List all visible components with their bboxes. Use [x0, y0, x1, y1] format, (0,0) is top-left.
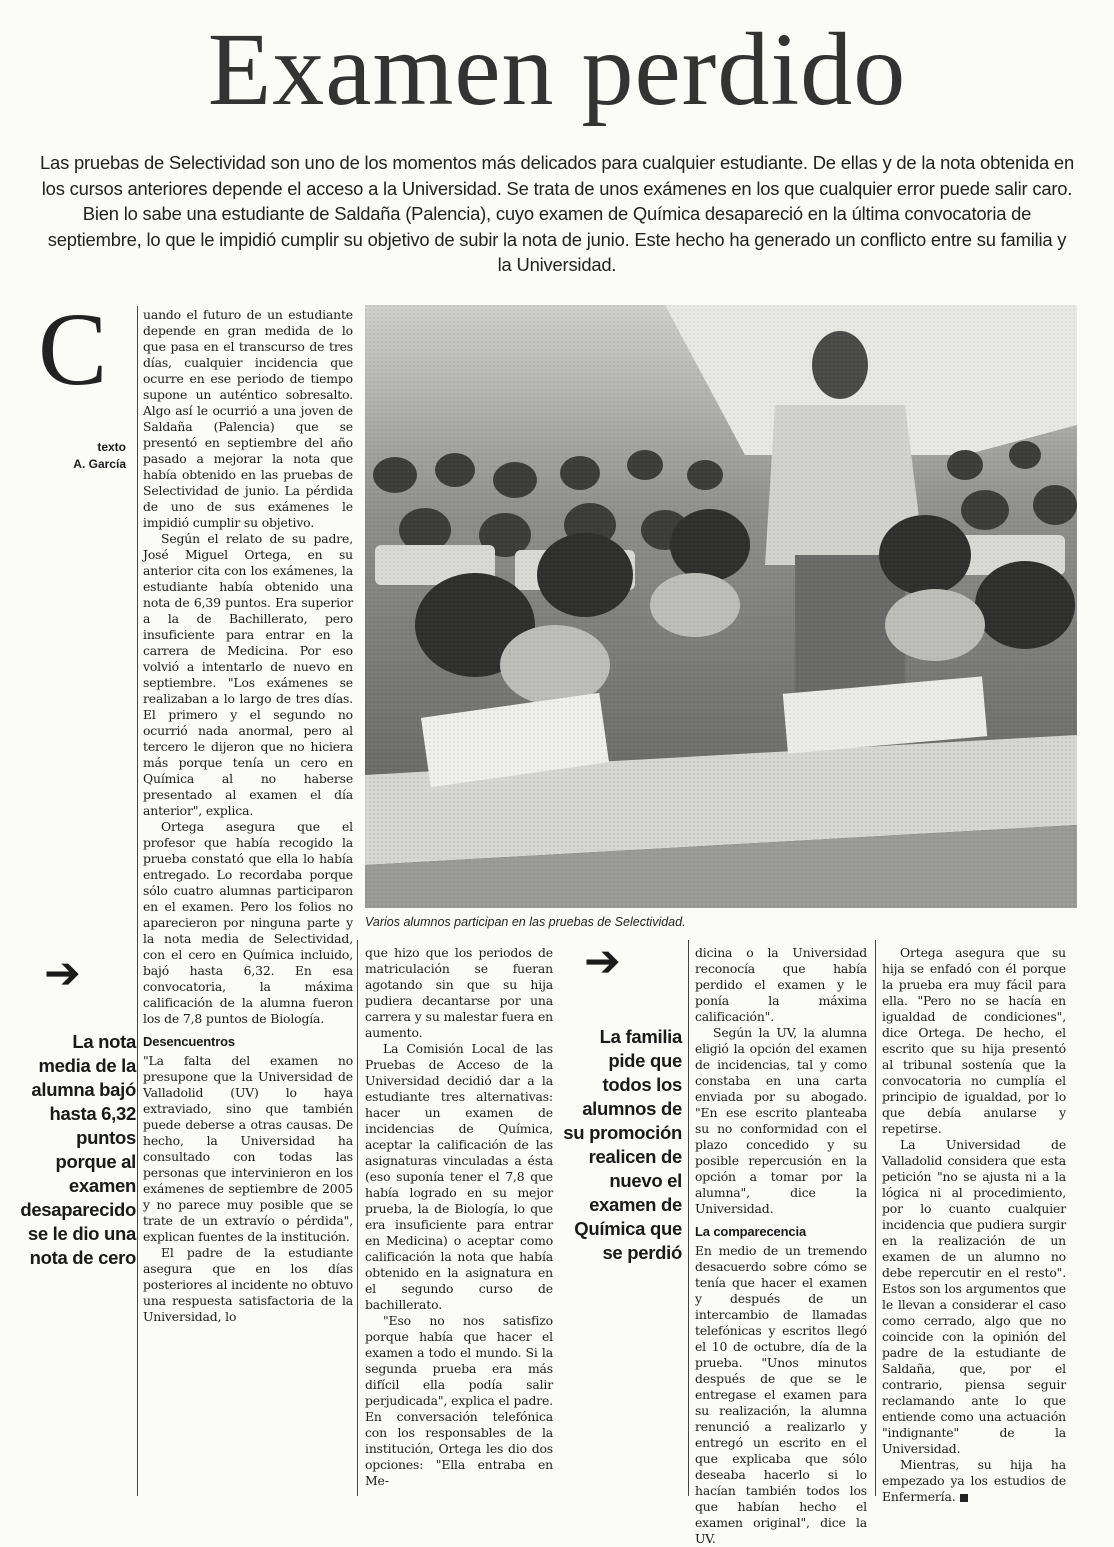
standfirst: Las pruebas de Selectividad son uno de los momentos más delicados para cualquier estudiante. De ellas y de la nota obtenida en los cursos anteriores depende el acceso a la Universidad. Se trata de unos exámenes en los que cualquier error puede salir caro. Bien lo sabe una estudiante de Saldaña (Palencia), cuyo examen de Química desapareció en la última convocatoria de septiembre, lo que le impidió cumplir su objetivo de subir la nota de junio. Este hecho ha generado un conflicto entre su familia y la Universidad.: [40, 152, 1074, 275]
paragraph: uando el futuro de un estudiante depende en gran medida de lo que pasa en el transcurso de tres días, cualquier incidencia que ocurre en ese periodo de tiempo supone un auténtico sobresalto. Algo así le ocurrió a una joven de Saldaña (Palencia) que se presentó en septiembre del año pasado a mejorar la nota que había obtenido en las pruebas de Selectividad de junio. La pérdida de uno de sus exámenes le impidió cumplir su objetivo.: [143, 307, 353, 530]
paragraph: que hizo que los periodos de matriculación se fueran agotando sin que su hija pudiera decantarse por una carrera y su malestar fuera en aumento.: [365, 945, 553, 1040]
paragraph: En medio de un tremendo desacuerdo sobre cómo se tenía que hacer el examen y después de un intercambio de llamadas telefónicas y escritos llegó el 10 de octubre, día de la prueba. "Unos minutos después de que se le entregase el examen para su realización, la alumna renunció a realizarlo y entregó un escrito en el que explicaba que sólo deseaba hacerlo si lo hacían también todos los que habían hecho el examen original", dice la UV.: [695, 1243, 867, 1546]
paragraph: Según la UV, la alumna eligió la opción del examen de incidencias, tal y como constaba en una carta enviada por su abogado. "En ese escrito planteaba su no conformidad con el plazo concedido y su posible repercusión en la opción a tomar por la alumna", dice la Universidad.: [695, 1025, 867, 1216]
photo-caption: Varios alumnos participan en las pruebas de Selectividad.: [365, 915, 686, 929]
body-column-4: [882, 945, 1066, 1505]
column-rule: [137, 306, 138, 1496]
photo-students-exam: [365, 305, 1077, 908]
arrow-right-icon: ➔: [44, 948, 81, 999]
column-rule: [357, 940, 358, 1496]
byline-author: A. García: [73, 457, 126, 471]
pullquote: La familia pide que todos los alumnos de su promoción realicen de nuevo el examen de Química que se perdió: [563, 1026, 682, 1263]
arrow-right-icon: ➔: [584, 936, 621, 987]
drop-cap: C: [38, 292, 108, 407]
photo-illustration: [365, 305, 1077, 908]
body-column-3: [695, 945, 867, 1547]
column-rule: [688, 940, 689, 1496]
byline-label: texto: [97, 440, 126, 454]
end-of-article-mark: [960, 1494, 968, 1502]
paragraph: "Eso no nos satisfizo porque había que hacer el examen a todo el mundo. Si la segunda prueba era más difícil ella podía salir perjudicada", explica el padre. En conversación telefónica con los responsables de la institución, Ortega les dio dos opciones: "Ella entraba en Me-: [365, 1313, 553, 1488]
paragraph: Ortega asegura que su hija se enfadó con él porque la prueba era muy fácil para ella. "Pero no se hacía en igualdad de condiciones", dice Ortega. De hecho, el escrito que su hija presentó al tribunal sostenía que la convocatoria no cumplía el principio de igualdad, por lo que debía anularse y repetirse.: [882, 945, 1066, 1136]
body-column-2: [365, 945, 553, 1489]
column-rule: [875, 940, 876, 1496]
section-heading: La comparecencia: [695, 1224, 807, 1239]
paragraph: El padre de la estudiante asegura que en los días posteriores al incidente no obtuvo una respuesta satisfactoria de la Universidad, lo: [143, 1245, 353, 1324]
section-heading: Desencuentros: [143, 1034, 235, 1049]
body-column-1: [143, 307, 353, 1325]
paragraph: La Universidad de Valladolid considera que esta petición "no se ajusta ni a la lógica ni al procedimiento, por lo cuanto cualquier incidencia que pudiera surgir en la realización de un examen de un alumno no debe repercutir en el resto". Estos son los argumentos que le llevan a considerar el caso como cerrado, algo que no coincide con la opinión del padre de la estudiante de Saldaña, que, por el contrario, piensa seguir reclamando ante lo que entiende como una actuación "indignante" de la Universidad.: [882, 1137, 1066, 1456]
paragraph: Mientras, su hija ha empezado ya los estudios de Enfermería.: [882, 1457, 1066, 1504]
paragraph: La Comisión Local de las Pruebas de Acceso de la Universidad decidió dar a la estudiante tres alternativas: hacer un examen de incidencias de Química, aceptar la calificación de las asignaturas vinculadas a ésta (eso suponía tener el 7,8 que había logrado en su mejor prueba, la de Biología, lo que era insuficiente para entrar en Medicina) o aceptar como calificación la nota que había obtenido en la asignatura en el segundo curso de bachillerato.: [365, 1041, 553, 1312]
page-title: Examen perdido: [207, 12, 907, 127]
paragraph: Ortega asegura que el profesor que había recogido la prueba constató que ella lo había entregado. Lo recordaba porque sólo cuatro alumnas participaron en el examen. Pero los folios no aparecieron por ninguna parte y la nota media de Selectividad, con el cero en Química incluido, bajó hasta 6,32. En esa convocatoria, la máxima calificación de la alumna fueron los de 7,8 puntos de Biología.: [143, 819, 353, 1026]
paragraph: dicina o la Universidad reconocía que había perdido el examen y le ponía la máxima calificación".: [695, 945, 867, 1024]
paragraph: "La falta del examen no presupone que la Universidad de Valladolid (UV) lo haya extraviado, sino que también puede deberse a otras causas. De hecho, la Universidad ha consultado con todas las personas que intervinieron en los exámenes de septiembre de 2005 y no parece muy posible que se trate de un extravío o pérdida", explican fuentes de la institución.: [143, 1053, 353, 1244]
pullquote: La nota media de la alumna bajó hasta 6,32 puntos porque al examen desaparecido se le dio una nota de cero: [20, 1031, 136, 1268]
paragraph: Según el relato de su padre, José Miguel Ortega, en su anterior cita con los exámenes, la estudiante había obtenido una nota de 6,39 puntos. Era superior a la de Bachillerato, pero insuficiente para entrar en la carrera de Medicina. Por eso volvió a intentarlo de nuevo en septiembre. "Los exámenes se realizaban a lo largo de tres días. El primero y el segundo no ocurrió nada anormal, pero al tercero le dijeron que no hiciera más porque tenía un cero en Química al no haberse presentado al examen el día anterior", explica.: [143, 531, 353, 818]
